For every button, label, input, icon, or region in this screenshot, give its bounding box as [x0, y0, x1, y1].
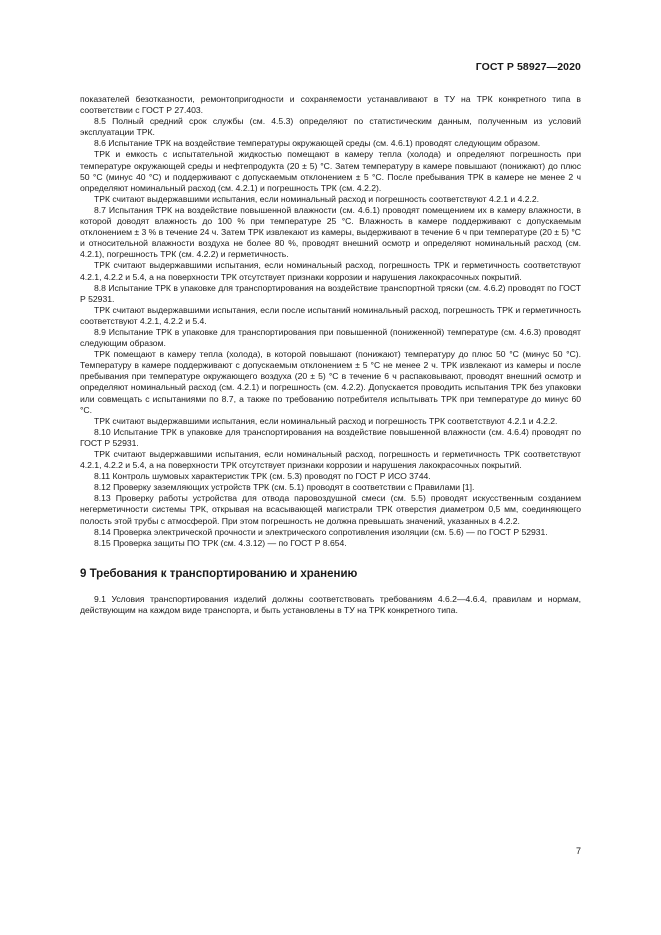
document-body [80, 94, 581, 616]
paragraphs-before [80, 94, 581, 549]
paragraph: ТРК считают выдержавшими испытания, если номинальный расход и погрешность соответствуют 4.2.1 и 4.2.2. [94, 193, 540, 204]
section-title: 9 Требования к транспортированию и хранению [80, 567, 358, 580]
paragraph: показателей безотказности, ремонтопригодности и сохраняемости устанавливают в ТУ на ТРК конкретного типа в соответствии с ГОСТ Р 27.403. [80, 94, 581, 116]
paragraph: 8.12 Проверку заземляющих устройств ТРК (см. 5.1) проводят в соответствии с Правилами [1]. [94, 482, 475, 493]
paragraph: ТРК и емкость с испытательной жидкостью помещают в камеру тепла (холода) и определяют погрешность при температуре окружающей среды и нефтепродукта (20 ± 5) °С. Затем температуру в камере повышают (понижают) до плюс 50 °С (минус 40 °С) и поддерживают с допускаемым отклонением ± 5 °С. После пребывания ТРК в камере не менее 2 ч определяют номинальный расход (см. 4.2.1) и погрешность ТРК (см. 4.2.2). [80, 149, 581, 193]
paragraph: 8.7 Испытания ТРК на воздействие повышенной влажности (см. 4.6.1) проводят помещением их в камеру влажности, в которой доводят влажность до 100 % при температуре 25 °С. Влажность в камере поддерживают с допускаемым отклонением ± 3 % в течение 24 ч. Затем ТРК извлекают из камеры, выдерживают в течение 6 ч при температуре (20 ± 5) °С и относительной влажности воздуха не более 80 %, проводят внешний осмотр и определяют номинальный расход (см. 4.2.1), погрешность ТРК (см. 4.2.2) и герметичность. [80, 204, 581, 260]
paragraph: ТРК считают выдержавшими испытания, если номинальный расход и погрешность ТРК соответствуют 4.2.1 и 4.2.2. [94, 415, 558, 426]
paragraph: 8.9 Испытание ТРК в упаковке для транспортирования при повышенной (пониженной) температуре (см. 4.6.3) проводят следующим образом. [80, 326, 581, 349]
paragraphs-after [80, 594, 581, 616]
paragraph: 9.1 Условия транспортирования изделий должны соответствовать требованиям 4.6.2—4.6.4, правилам и нормам, действующим на каждом виде транспорта, и быть установлены в ТУ на ТРК конкретного типа. [80, 593, 581, 615]
paragraph: 8.8 Испытание ТРК в упаковке для транспортирования на воздействие транспортной тряски (см. 4.6.2) проводят по ГОСТ Р 52931. [80, 282, 581, 304]
paragraph: 8.13 Проверку работы устройства для отвода паровоздушной смеси (см. 5.5) проводят искусственным созданием негерметичности системы ТРК, открывая на всасывающей магистрали ТРК отверстия диаметром 0,5 мм, соединяющего полость этой трубы с атмосферой. При этом погрешность не должна превышать значений, указанных в 4.2.2. [80, 493, 581, 526]
paragraph: 8.10 Испытание ТРК в упаковке для транспортирования на воздействие повышенной влажности (см. 4.6.4) проводят по ГОСТ Р 52931. [80, 426, 581, 448]
paragraph: ТРК считают выдержавшими испытания, если после испытаний номинальный расход, погрешность ТРК и герметичность соответствуют 4.2.1, 4.2.2 и 5.4. [80, 304, 581, 326]
paragraph: ТРК помещают в камеру тепла (холода), в которой повышают (понижают) температуру до плюс 50 °С (минус 50 °С). Температуру в камере поддерживают с допускаемым отклонением ± 5 °С не менее 2 ч. ТРК извлекают из камеры и после пребывания при температуре окружающего воздуха (20 ± 5) °С в течение 6 ч распаковывают, проводят внешний осмотр и определяют номинальный расход (см. 4.2.1) и погрешность (см. 4.2.2). Допускается проводить испытания ТРК без упаковки или совмещать с испытаниями по 8.7, а также по требованию потребителя испытывать ТРК при температуре до минус 60 °С. [80, 349, 581, 415]
paragraph: 8.11 Контроль шумовых характеристик ТРК (см. 5.3) проводят по ГОСТ Р ИСО 3744. [94, 471, 431, 482]
paragraph: ТРК считают выдержавшими испытания, если номинальный расход, погрешность ТРК и герметичность соответствуют 4.2.1, 4.2.2 и 5.4, а на поверхности ТРК отсутствует признаки коррозии и нарушения лакокрасочных покрытий. [80, 260, 581, 282]
paragraph: 8.5 Полный средний срок службы (см. 4.5.3) определяют по статистическим данным, полученным из условий эксплуатации ТРК. [80, 116, 581, 138]
document-id: ГОСТ Р 58927—2020 [475, 61, 581, 73]
paragraph: 8.6 Испытание ТРК на воздействие температуры окружающей среды (см. 4.6.1) проводят следующим образом. [94, 138, 541, 149]
page-number: 7 [575, 846, 581, 856]
paragraph: 8.15 Проверка защиты ПО ТРК (см. 4.3.12) — по ГОСТ Р 8.654. [94, 537, 347, 548]
paragraph: 8.14 Проверка электрической прочности и электрического сопротивления изоляции (см. 5.6) — по ГОСТ Р 52931. [94, 526, 548, 537]
paragraph: ТРК считают выдержавшими испытания, если номинальный расход, погрешность и герметичность ТРК соответствуют 4.2.1, 4.2.2 и 5.4, а на поверхности ТРК отсутствует признаки коррозии и нарушения лакокрасочных покрытий. [80, 449, 581, 471]
